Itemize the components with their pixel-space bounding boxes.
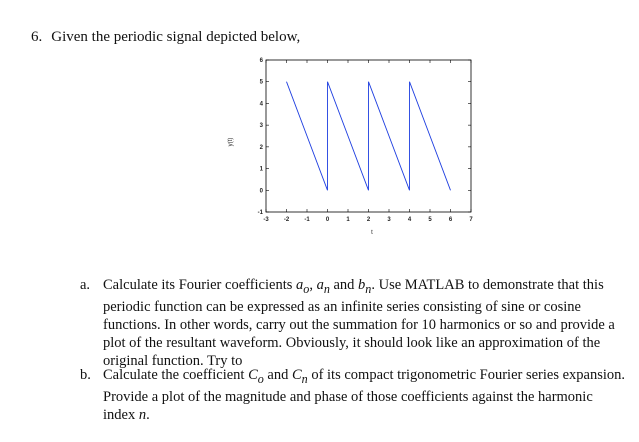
x-tick-label-3: 0 — [325, 217, 330, 223]
y-tick-label-6: 5 — [259, 79, 263, 86]
part-b-marker: b. — [80, 367, 91, 383]
x-tick-label-4: 1 — [346, 217, 350, 223]
harmonic-index-symbol: n — [138, 406, 147, 423]
x-axis-label: t — [371, 230, 373, 236]
part-a-text-1: , — [309, 277, 317, 293]
y-tick-label-7: 6 — [259, 58, 263, 64]
part-b-text-1: and — [263, 367, 292, 383]
part-a-text-3: . Use MATLAB to demonstrate that this periodic function can be expressed as an infinite series consisting of sine or cosine functions. In other words, carry out the summation for 10 harmonics or so and provide a plot of the resultant waveform. Obviously, it should look like an approximation of the original function. Try to — [103, 277, 615, 369]
x-tick-label-9: 6 — [448, 217, 453, 223]
part-b-text-2: of its compact trigonometric Fourier series expansion. Provide a plot of the magnitude and phase of those coefficients against the harmonic index — [103, 367, 626, 423]
part-a-text-0: Calculate its Fourier coefficients — [103, 277, 297, 293]
x-tick-label-5: 2 — [366, 217, 371, 223]
part-a-marker: a. — [80, 277, 91, 293]
part-a-text-2: and — [329, 277, 359, 293]
x-tick-label-10: 7 — [469, 217, 473, 223]
question-number: 6. — [31, 29, 43, 45]
y-tick-label-5: 4 — [259, 101, 263, 108]
coef-cn-symbol: C — [291, 367, 302, 383]
coef-a-subscript-o: o — [303, 281, 310, 296]
coef-a-symbol: a — [296, 277, 304, 293]
x-tick-label-7: 4 — [407, 217, 412, 223]
coef-an-symbol: a — [316, 277, 324, 293]
y-tick-label-4: 3 — [259, 123, 263, 130]
part-b-text-3: . — [146, 406, 150, 423]
coef-bn-symbol: b — [358, 277, 366, 293]
y-tick-label-3: 2 — [259, 144, 263, 151]
y-axis-label: y(t) — [228, 137, 234, 147]
axis-ticks — [258, 58, 474, 223]
coef-c-subscript-o: o — [257, 371, 264, 386]
part-b-text — [103, 366, 628, 424]
series-line-0 — [287, 82, 451, 191]
coef-c-symbol: C — [248, 367, 258, 383]
coef-an-subscript: n — [323, 281, 330, 296]
x-tick-label-6: 3 — [387, 217, 391, 223]
y-tick-label-1: 0 — [259, 188, 263, 195]
question-stem: Given the periodic signal depicted below, — [51, 29, 301, 45]
part-b-text-0: Calculate the coefficient — [103, 367, 249, 383]
x-tick-label-8: 5 — [428, 217, 432, 223]
coef-cn-subscript: n — [301, 371, 308, 386]
part-a-text — [103, 276, 628, 370]
y-tick-label-2: 1 — [259, 166, 263, 173]
coef-bn-subscript: n — [365, 281, 372, 296]
x-tick-label-2: -1 — [304, 217, 310, 223]
x-tick-label-0: -3 — [263, 217, 269, 223]
x-tick-label-1: -2 — [283, 217, 290, 223]
y-tick-label-0: -1 — [257, 210, 263, 216]
signal-series — [287, 82, 451, 191]
